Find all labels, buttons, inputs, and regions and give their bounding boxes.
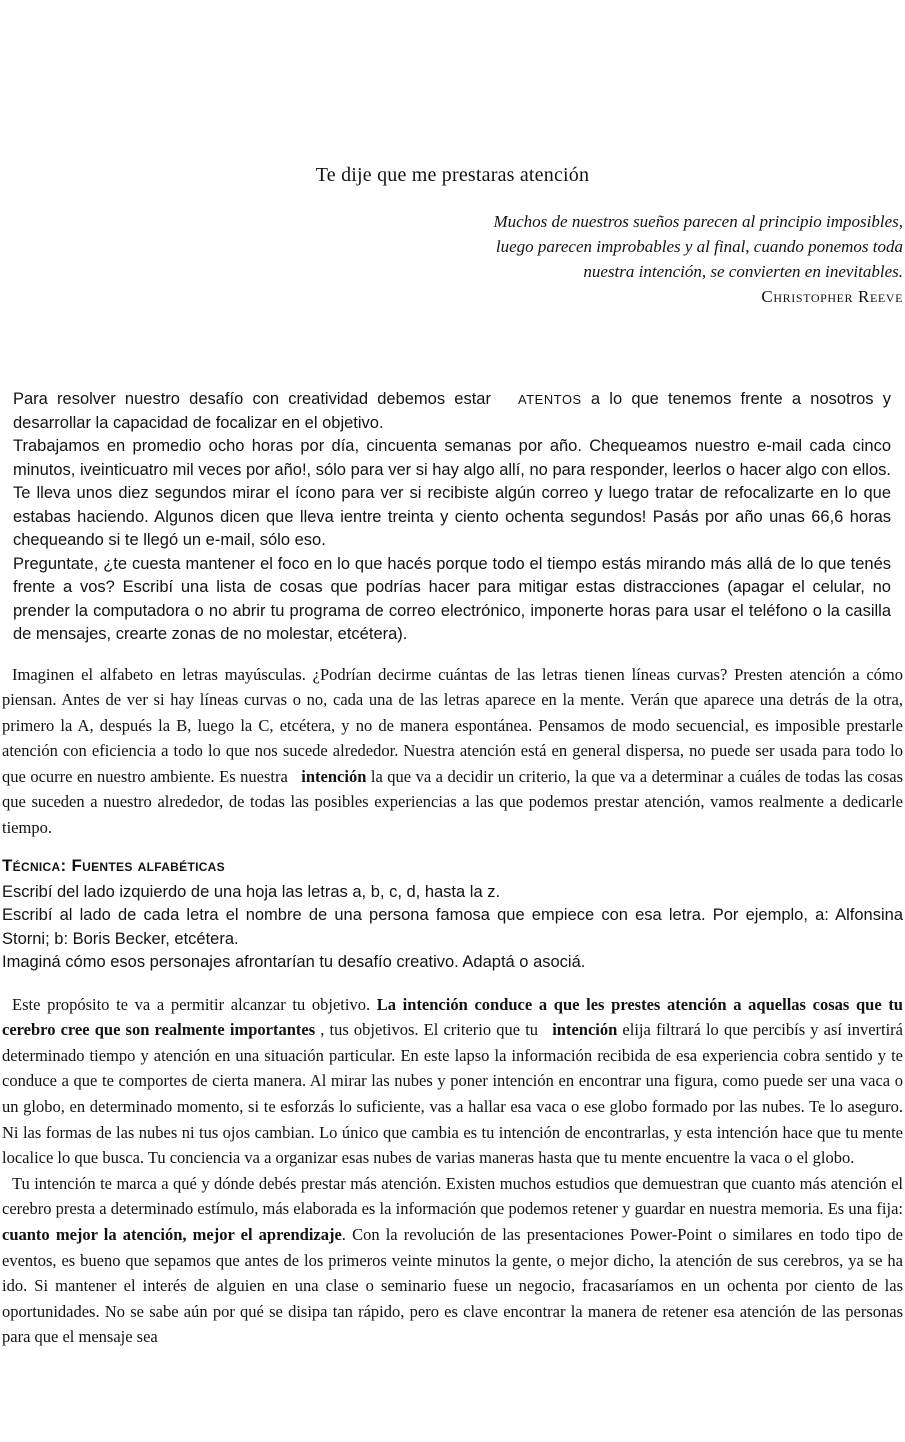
body-block-2	[2, 992, 903, 1350]
text-run: , tus objetivos. El criterio que tu	[315, 1020, 544, 1040]
epigraph-line: luego parecen improbables y al final, cuando ponemos toda	[495, 237, 903, 256]
text-run: elija filtrará lo que percibís y así invertirá determinado tiempo y atención en una situación particular. En este lapso la información recibida de esa experiencia cobra sentido y te conduce a que te comportes de cierta manera. Al mirar las nubes y poner intención en encontrar una figura, como puede ser una vaca o un globo, en determinado momento, si te esforzás lo suficiente, vas a hallar esa vaca o ese globo formado por las nubes. Te lo aseguro. Ni las formas de las nubes ni tus ojos cambian. Lo único que cambia es tu intención de encontrarlas, y esta intención hace que tu mente localice lo que busca. Tu conciencia va a organizar esas nubes de varias maneras hasta que tu mente encuentre la vaca o el globo.	[2, 1020, 904, 1168]
document-page	[0, 162, 905, 1442]
body-block-1	[2, 662, 903, 841]
text-run: la que va a decidir un criterio, la que va a determinar a cuáles de todas las cosas que suceden a nuestro alrededor, de todas las posibles experiencias a las que podemos prestar atención, vamos realmente a dedicarle tiempo.	[2, 766, 903, 838]
epigraph-line: Muchos de nuestros sueños parecen al principio imposibles,	[493, 212, 903, 231]
text-run: Tu intención te marca a qué y dónde debés prestar más atención. Existen muchos estudios que demuestran que cuanto más atención el cerebro presta a determinado estímulo, más elaborada es la información que podemos retener y guardar en nuestra memoria. Es una fija:	[2, 1173, 903, 1219]
intro-block	[13, 388, 891, 647]
text-run: La intención conduce a que les prestes atención a aquellas cosas que tu cerebro cree que son realmente importantes	[2, 994, 903, 1040]
text-run: a lo que tenemos frente a nosotros y desarrollar la capacidad de focalizar en el objetivo.	[13, 390, 891, 432]
text-run: Trabajamos en promedio ocho horas por día, cincuenta semanas por año. Chequeamos nuestro e-mail cada cinco minutos, iveinticuatro mil veces por año!, sólo para ver si hay algo allí, no para responder, leerlos o hacer algo con ellos. Te lleva unos diez segundos mirar el ícono para ver si recibiste algún correo y luego tratar de refocalizarte en lo que estabas haciendo. Algunos dicen que lleva ientre treinta y ciento ochenta segundos! Pasás por año unas 66,6 horas chequeando si te llegó un e-mail, sólo eso.	[13, 437, 891, 549]
epigraph-attribution: Christopher Reeve	[761, 287, 903, 306]
text-run: . Con la revolución de las presentaciones Power-Point o similares en todo tipo de eventos, es bueno que sepamos que antes de los primeros veinte minutos la gente, o mejor dicho, la atención de sus cerebros, ya se ha ido. Si mantener el interés de alguien en una clase o seminario fuese un negocio, fracasaríamos en un ochenta por ciento de las oportunidades. No se sabe aún por qué se disipa tan rápido, pero es clave encontrar la manera de retener esa atención de las personas para que el mensaje sea	[2, 1225, 903, 1347]
chapter-title: Te dije que me prestaras atención	[315, 164, 590, 186]
paragraph	[2, 992, 903, 1171]
text-run: cuanto mejor la atención, mejor el aprendizaje	[2, 1225, 342, 1244]
paragraph	[13, 553, 891, 647]
epigraph	[0, 209, 903, 309]
text-run: Para resolver nuestro desafío con creatividad debemos estar	[13, 390, 491, 408]
technique-step: Imaginá cómo esos personajes afrontarían tu desafío creativo. Adaptá o asociá.	[2, 953, 586, 972]
paragraph	[13, 388, 891, 435]
technique-step: Escribí del lado izquierdo de una hoja las letras a, b, c, d, hasta la z.	[2, 882, 501, 901]
text-run: ATENTOS	[517, 392, 582, 407]
text-run: intención	[301, 766, 367, 786]
text-run: Este propósito te va a permitir alcanzar tu objetivo.	[12, 994, 377, 1014]
text-run: Preguntate, ¿te cuesta mantener el foco en lo que hacés porque todo el tiempo estás mirando más allá de lo que tenés frente a vos? Escribí una lista de cosas que podrías hacer para mitigar estas distracciones (apagar el celular, no prender la computadora o no abrir tu programa de correo electrónico, imponerte horas para usar el teléfono o la casilla de mensajes, crearte zonas de no molestar, etcétera).	[13, 554, 891, 643]
paragraph	[2, 662, 903, 841]
technique-heading: Técnica: Fuentes alfabéticas	[2, 855, 225, 875]
technique-step: Escribí al lado de cada letra el nombre de una persona famosa que empiece con esa letra. Por ejemplo, a: Alfonsina Storni; b: Boris Becker, etcétera.	[2, 906, 903, 948]
text-run: Imaginen el alfabeto en letras mayúsculas. ¿Podrían decirme cuántas de las letras tienen líneas curvas? Presten atención a cómo piensan. Antes de ver si hay líneas curvas o no, cada una de las letras aparece en la mente. Verán que aparece una detrás de la otra, primero la A, después la B, luego la C, etcétera, y no de manera espontánea. Pensamos de modo secuencial, es imposible prestarle atención con eficiencia a todo lo que nos sucede alrededor. Nuestra atención está en general dispersa, no puede ser usada para todo lo que ocurre en nuestro ambiente. Es nuestra	[2, 664, 903, 786]
epigraph-line: nuestra intención, se convierten en inevitables.	[583, 262, 903, 281]
paragraph	[2, 1171, 903, 1350]
text-run: intención	[552, 1020, 618, 1040]
paragraph	[13, 435, 891, 553]
technique-steps	[2, 881, 903, 975]
